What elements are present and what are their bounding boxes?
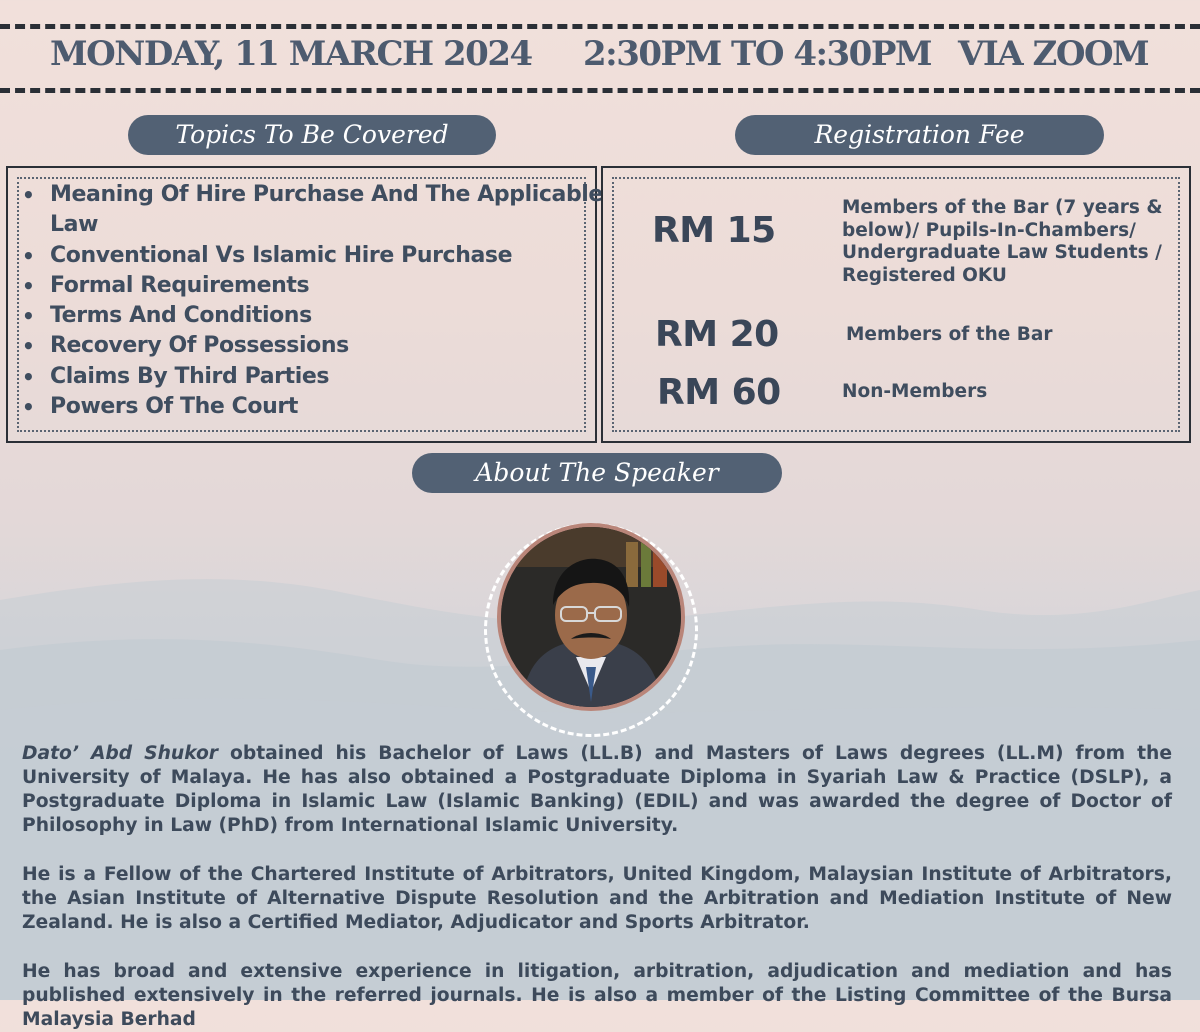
topic-item: • Terms And Conditions	[50, 301, 615, 331]
fee-description: Non-Members	[842, 381, 988, 402]
fee-price: RM 15	[652, 210, 776, 251]
event-time: 2:30PM TO 4:30PM	[583, 34, 932, 74]
event-details-bar	[0, 28, 1200, 90]
event-date: MONDAY, 11 MARCH 2024	[50, 34, 532, 74]
fee-description: Members of the Bar (7 years & below)/ Pupils-In-Chambers/ Undergraduate Law Students / Registered OKU	[842, 197, 1163, 286]
registration-fee-heading: Registration Fee	[735, 115, 1104, 155]
speaker-bio-paragraph-1	[22, 742, 1172, 838]
topic-item: • Powers Of The Court	[50, 392, 615, 422]
event-venue: VIA ZOOM	[958, 34, 1149, 74]
topic-item: • Formal Requirements	[50, 271, 615, 301]
topic-item: • Conventional Vs Islamic Hire Purchase	[50, 241, 615, 271]
bottom-dashed-line	[0, 88, 1200, 93]
about-speaker-heading: About The Speaker	[412, 453, 782, 493]
topic-item: • Claims By Third Parties	[50, 362, 615, 392]
speaker-bio-paragraph-3: He has broad and extensive experience in litigation, arbitration, adjudication and mediation and has published extensively in the referred journals. He is also a member of the Listing Committee of the Bursa Malaysia Berhad	[22, 961, 1172, 1030]
topic-item: • Meaning Of Hire Purchase And The Applicable Law	[50, 180, 615, 241]
topics-heading: Topics To Be Covered	[128, 115, 496, 155]
speaker-name: Dato’ Abd Shukor	[22, 743, 219, 764]
fee-price: RM 60	[657, 372, 781, 413]
fee-price: RM 20	[655, 314, 779, 355]
bio-text: obtained his Bachelor of Laws (LL.B) and Masters of Laws degrees (LL.M) from the University of Malaya. He has also obtained a Postgraduate Diploma in Syariah Law & Practice (DSLP), a Postgraduate Diploma in Islamic Law (Islamic Banking) (EDIL) and was awarded the degree of Doctor of Philosophy in Law (PhD) from International Islamic University.	[22, 743, 1172, 836]
topics-list	[20, 180, 615, 422]
fee-description: Members of the Bar	[846, 324, 1053, 345]
topic-item: • Recovery Of Possessions	[50, 331, 615, 361]
speaker-photo	[497, 523, 685, 711]
speaker-bio-paragraph-2: He is a Fellow of the Chartered Institute of Arbitrators, United Kingdom, Malaysian Institute of Arbitrators, the Asian Institute of Alternative Dispute Resolution and the Arbitration and Mediation Institute of New Zealand. He is also a Certified Mediator, Adjudicator and Sports Arbitrator.	[22, 864, 1172, 933]
